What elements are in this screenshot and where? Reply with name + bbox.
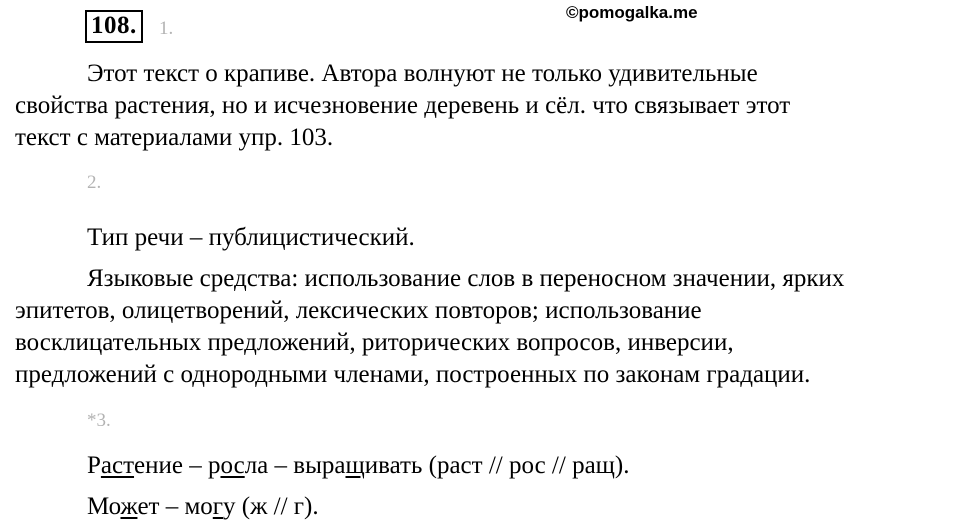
section1-line-2: свойства растения, но и исчезновение деревень и сёл. что связывает этот [15, 92, 791, 119]
roots-root-underlined: щ [345, 452, 365, 479]
roots-line [87, 450, 630, 482]
roots-part: ение – р [134, 452, 221, 479]
language-means-line-4: предложений с однородными членами, построенных по законам градации. [15, 361, 811, 388]
speech-type: Тип речи – публицистический. [87, 224, 415, 251]
roots-part: ла – выра [244, 452, 346, 479]
language-means-line-3: восклицательных предложений, риторических вопросов, инверсии, [15, 329, 734, 356]
alternation-part: Мо [87, 493, 121, 520]
alternation-part: у (ж // г). [223, 493, 319, 520]
section1-line-3: текст с материалами упр. 103. [15, 124, 334, 151]
alternation-letter-underlined: ж [120, 493, 138, 520]
alternation-line [87, 491, 319, 523]
roots-root-underlined: ос [220, 452, 245, 479]
roots-root-underlined: аст [100, 452, 135, 479]
exercise-number: 108. [85, 10, 143, 43]
language-means-line-2: эпитетов, олицетворений, лексических повторов; использование [15, 297, 702, 324]
language-means-line-1: Языковые средства: использование слов в переносном значении, ярких [87, 265, 845, 292]
task-marker-2: 2. [87, 172, 102, 193]
task-marker-3: *3. [87, 410, 111, 431]
watermark: ©pomogalka.me [566, 3, 698, 22]
roots-part: Р [87, 452, 101, 479]
roots-part: ивать (раст // рос // ращ). [364, 452, 630, 479]
alternation-letter-underlined: г [212, 493, 224, 520]
section1-line-1: Этот текст о крапиве. Автора волнуют не только удивительные [87, 60, 758, 87]
task-marker-1: 1. [159, 18, 174, 39]
alternation-part: ет – мо [137, 493, 213, 520]
